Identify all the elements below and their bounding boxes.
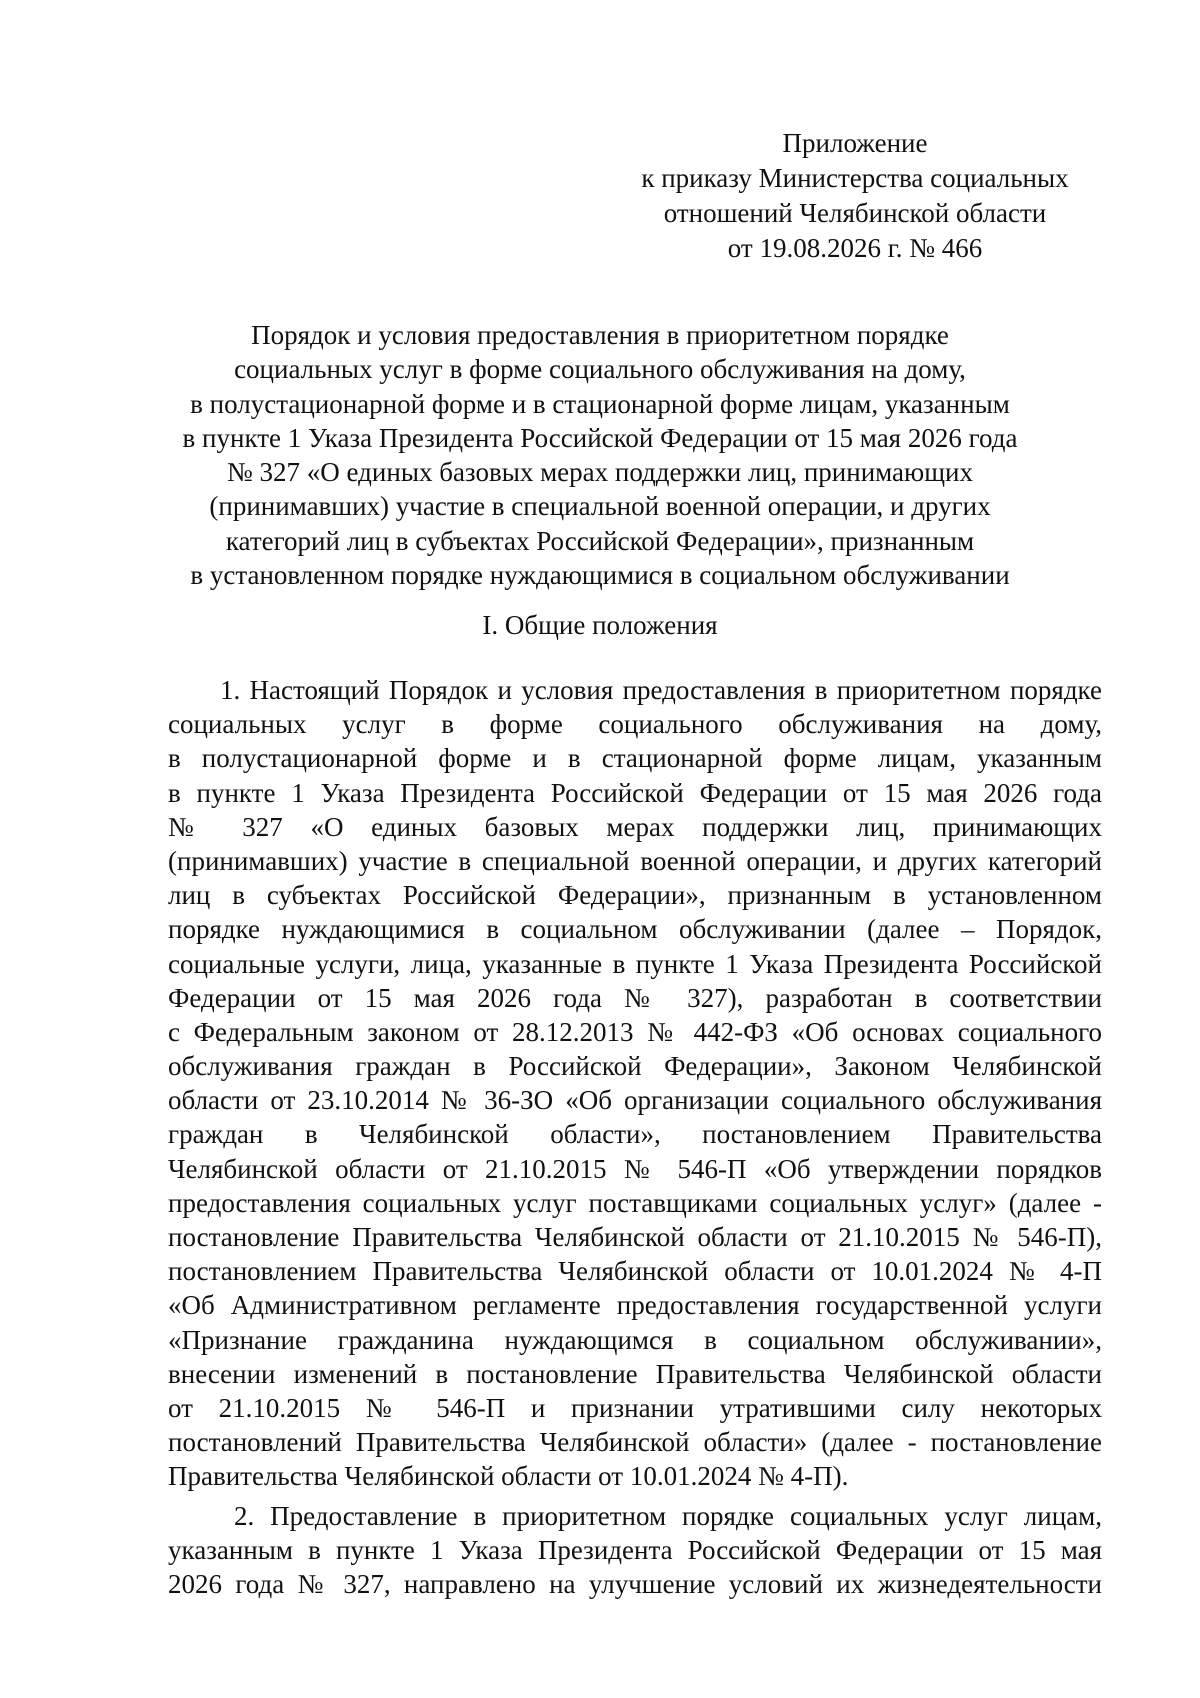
paragraph-2-line: 2026 года № 327, направлено на улучшение условий их жизнедеятельности: [168, 1568, 1102, 1599]
paragraph-2-line: 2. Предоставление в приоритетном порядке социальных услуг лицам,: [234, 1500, 1102, 1531]
paragraph-1-line: обслуживания граждан в Российской Федерации», Законом Челябинской: [168, 1051, 1102, 1082]
title-line: № 327 «О единых базовых мерах поддержки лиц, принимающих: [227, 457, 973, 488]
paragraph-1-line: «Об Административном регламенте предоставления государственной услуги: [168, 1290, 1102, 1321]
paragraph-1-line: постановлений Правительства Челябинской области» (далее - постановление: [168, 1427, 1102, 1458]
paragraph-1-line: в пункте 1 Указа Президента Российской Федерации от 15 мая 2026 года: [168, 777, 1102, 808]
paragraph-1-line: № 327 «О единых базовых мерах поддержки лиц, принимающих: [168, 811, 1102, 842]
title-line: в установленном порядке нуждающимися в социальном обслуживании: [190, 560, 1010, 591]
section-heading: I. Общие положения: [482, 610, 718, 640]
title-line: категорий лиц в субъектах Российской Федерации», признанным: [225, 525, 975, 556]
paragraph-1-line: области от 23.10.2014 № 36-ЗО «Об организации социального обслуживания: [168, 1085, 1102, 1116]
title-line: Порядок и условия предоставления в приоритетном порядке: [251, 320, 949, 350]
appendix-header: [620, 126, 1090, 266]
appendix-label: Приложение: [782, 128, 928, 158]
paragraph-1-line: Федерации от 15 мая 2026 года № 327), разработан в соответствии: [168, 982, 1102, 1013]
paragraph-1-line: постановление Правительства Челябинской области от 21.10.2015 № 546-П),: [168, 1222, 1102, 1252]
paragraph-1-line: социальные услуги, лица, указанные в пункте 1 Указа Президента Российской: [168, 948, 1102, 979]
document-body: [168, 673, 1102, 1601]
paragraph-1-line: (принимавших) участие в специальной военной операции, и других категорий: [168, 845, 1102, 876]
title-line: социальных услуг в форме социального обслуживания на дому,: [234, 354, 966, 385]
paragraph-1-line: в полустационарной форме и в стационарной форме лицам, указанным: [168, 743, 1102, 774]
paragraph-1-line: социальных услуг в форме социального обслуживания на дому,: [168, 709, 1102, 740]
paragraph-1-line: граждан в Челябинской области», постановлением Правительства: [168, 1119, 1102, 1150]
title-line: (принимавших) участие в специальной военной операции, и других: [209, 491, 991, 522]
paragraph-1-line: постановлением Правительства Челябинской области от 10.01.2024 № 4-П: [168, 1256, 1102, 1287]
appendix-date-number: от 19.08.2026 г. № 466: [727, 233, 983, 263]
title-line: в полустационарной форме и в стационарной форме лицам, указанным: [190, 388, 1010, 419]
paragraph-1-line: предоставления социальных услуг поставщиками социальных услуг» (далее -: [168, 1187, 1102, 1218]
paragraph-1-line: внесении изменений в постановление Правительства Челябинской области: [168, 1358, 1102, 1389]
appendix-order-line: к приказу Министерства социальных: [641, 163, 1069, 193]
document-title: [150, 318, 1050, 592]
paragraph-1-line: «Признание гражданина нуждающимся в социальном обслуживании»,: [168, 1324, 1102, 1355]
appendix-ministry-line: отношений Челябинской области: [663, 198, 1047, 228]
paragraph-2-line: указанным в пункте 1 Указа Президента Российской Федерации от 15 мая: [168, 1534, 1102, 1565]
paragraph-1-line: Челябинской области от 21.10.2015 № 546-П «Об утверждении порядков: [168, 1153, 1102, 1184]
paragraph-1-line: Правительства Челябинской области от 10.01.2024 № 4-П).: [168, 1461, 849, 1492]
paragraph-1-line: от 21.10.2015 № 546-П и признании утратившими силу некоторых: [168, 1392, 1102, 1423]
paragraph-1-line: 1. Настоящий Порядок и условия предоставления в приоритетном порядке: [220, 675, 1102, 705]
title-line: в пункте 1 Указа Президента Российской Федерации от 15 мая 2026 года: [182, 422, 1018, 453]
paragraph-1-line: с Федеральным законом от 28.12.2013 № 442-ФЗ «Об основах социального: [168, 1016, 1102, 1047]
paragraph-1-line: порядке нуждающимися в социальном обслуживании (далее – Порядок,: [168, 914, 1102, 945]
paragraph-1-line: лиц в субъектах Российской Федерации», признанным в установленном: [168, 880, 1102, 911]
